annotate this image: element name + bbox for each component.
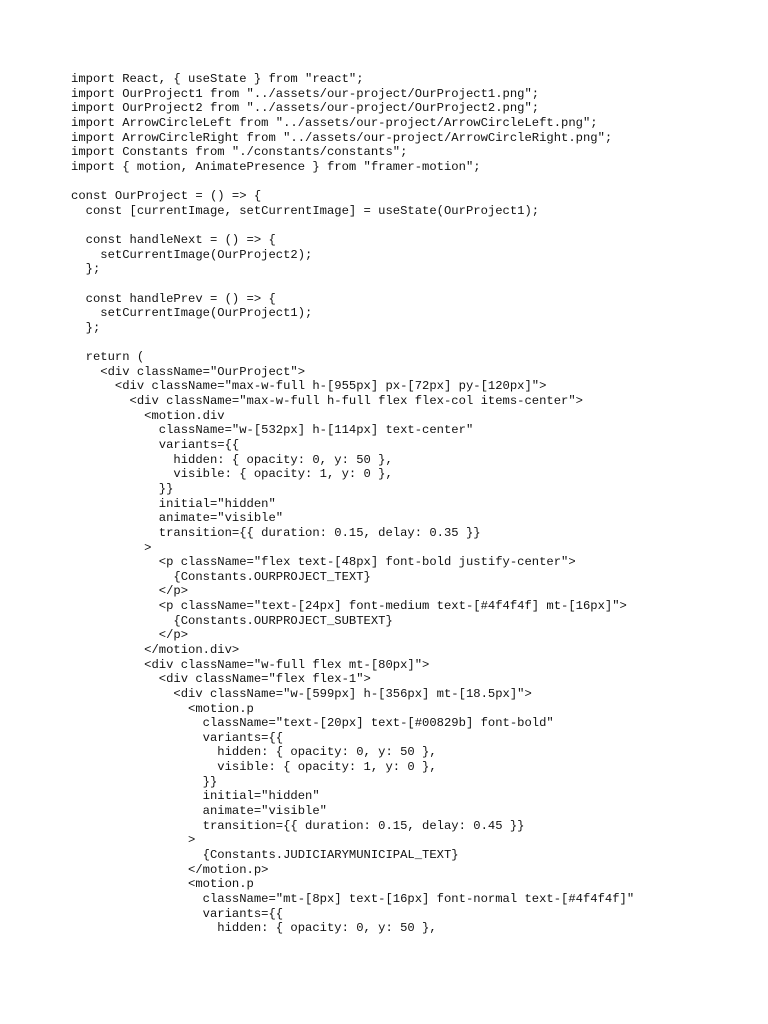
code-line: import OurProject2 from "../assets/our-project/OurProject2.png";	[71, 101, 540, 116]
code-line: hidden: { opacity: 0, y: 50 },	[71, 452, 393, 467]
code-line: animate="visible"	[71, 511, 284, 526]
code-line: import Constants from "./constants/constants";	[71, 145, 408, 160]
code-line: </p>	[71, 628, 189, 643]
code-line: <div className="flex flex-1">	[71, 672, 371, 687]
code-line: </motion.div>	[71, 642, 240, 657]
code-line: import React, { useState } from "react";	[71, 72, 364, 86]
code-line: const OurProject = () => {	[71, 189, 262, 204]
code-line: <div className="OurProject">	[71, 364, 306, 379]
code-line: >	[71, 833, 196, 848]
code-line: visible: { opacity: 1, y: 0 },	[71, 467, 393, 482]
code-line: setCurrentImage(OurProject1);	[71, 306, 313, 321]
code-line	[71, 174, 634, 189]
code-line: const handleNext = () => {	[71, 233, 276, 248]
code-line: variants={{	[71, 730, 284, 745]
code-line: </p>	[71, 584, 189, 599]
code-line: <motion.div	[71, 408, 225, 423]
code-line: const handlePrev = () => {	[71, 291, 276, 306]
code-line: transition={{ duration: 0.15, delay: 0.45 }}	[71, 818, 525, 833]
code-line: <div className="w-[599px] h-[356px] mt-[18.5px]">	[71, 686, 532, 701]
code-line: <div className="max-w-full h-full flex flex-col items-center">	[71, 394, 583, 409]
code-line: <div className="w-full flex mt-[80px]">	[71, 657, 430, 672]
code-line: setCurrentImage(OurProject2);	[71, 247, 313, 262]
code-line: variants={{	[71, 906, 284, 921]
code-line	[71, 218, 634, 233]
code-line: variants={{	[71, 438, 240, 453]
code-line: import ArrowCircleRight from "../assets/our-project/ArrowCircleRight.png";	[71, 130, 613, 145]
code-block	[71, 72, 634, 936]
code-line: import ArrowCircleLeft from "../assets/our-project/ArrowCircleLeft.png";	[71, 115, 598, 130]
code-line: };	[71, 262, 101, 277]
code-line: <p className="text-[24px] font-medium text-[#4f4f4f] mt-[16px]">	[71, 599, 627, 614]
code-line: {Constants.JUDICIARYMUNICIPAL_TEXT}	[71, 847, 459, 862]
code-line: <div className="max-w-full h-[955px] px-[72px] py-[120px]">	[71, 379, 547, 394]
code-line: className="w-[532px] h-[114px] text-center"	[71, 423, 474, 438]
code-line: {Constants.OURPROJECT_SUBTEXT}	[71, 613, 393, 628]
code-line: initial="hidden"	[71, 789, 320, 804]
code-line: animate="visible"	[71, 804, 327, 819]
code-line	[71, 336, 634, 351]
code-line: return (	[71, 350, 145, 365]
code-line: hidden: { opacity: 0, y: 50 },	[71, 745, 437, 760]
code-line: className="mt-[8px] text-[16px] font-normal text-[#4f4f4f]"	[71, 891, 635, 906]
code-line: <motion.p	[71, 877, 254, 892]
code-line: };	[71, 320, 101, 335]
code-line: </motion.p>	[71, 862, 269, 877]
code-line: initial="hidden"	[71, 496, 276, 511]
code-line: const [currentImage, setCurrentImage] = useState(OurProject1);	[71, 203, 540, 218]
code-line: >	[71, 540, 152, 555]
code-line: visible: { opacity: 1, y: 0 },	[71, 760, 437, 775]
code-line: import { motion, AnimatePresence } from "framer-motion";	[71, 159, 481, 174]
code-line: }}	[71, 481, 174, 496]
code-line: import OurProject1 from "../assets/our-project/OurProject1.png";	[71, 86, 540, 101]
code-line: className="text-[20px] text-[#00829b] font-bold"	[71, 716, 554, 731]
code-line: {Constants.OURPROJECT_TEXT}	[71, 569, 371, 584]
code-line: }}	[71, 774, 218, 789]
code-line: hidden: { opacity: 0, y: 50 },	[71, 921, 437, 936]
code-line: transition={{ duration: 0.15, delay: 0.35 }}	[71, 525, 481, 540]
code-line: <motion.p	[71, 701, 254, 716]
code-line	[71, 277, 634, 292]
code-line: <p className="flex text-[48px] font-bold justify-center">	[71, 555, 576, 570]
